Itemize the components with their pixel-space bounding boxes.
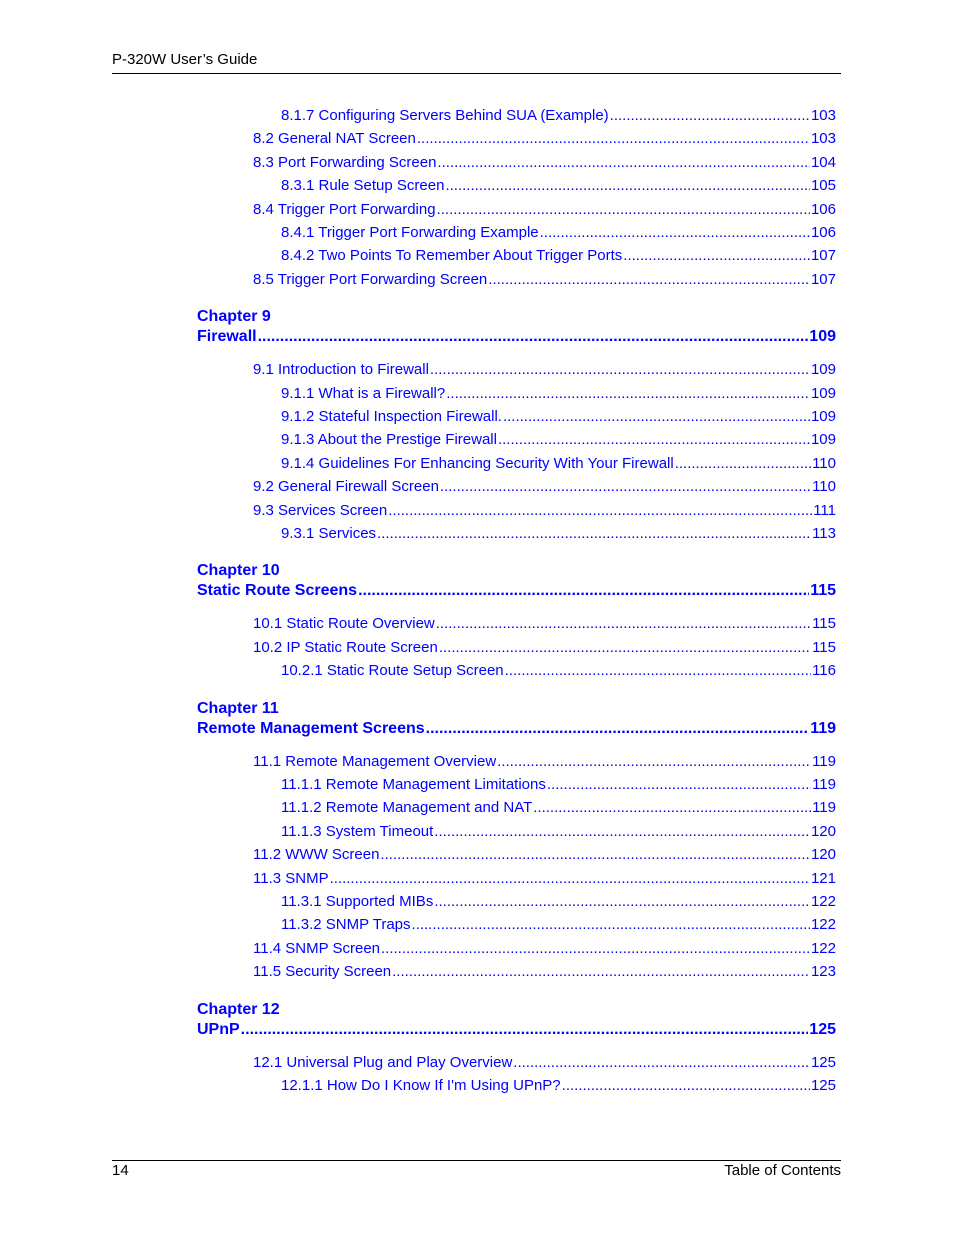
toc-entry-title: 9.1.1 What is a Firewall? [281,384,446,402]
dot-leader [547,776,811,794]
footer-page-number: 14 [112,1162,129,1179]
dot-leader [675,455,811,473]
dot-leader [446,385,810,403]
dot-leader [388,502,812,520]
toc-chapter-title: Remote Management Screens [197,719,425,737]
dot-leader [437,201,810,219]
toc-entry-link[interactable] [253,478,836,496]
dot-leader [497,753,811,771]
toc-entry-link[interactable] [253,753,836,771]
dot-leader [610,107,810,125]
toc-entry-link[interactable] [253,615,836,633]
toc-page-number: 121 [810,869,836,887]
toc-chapter-link[interactable] [197,327,836,346]
toc-page-number: 107 [810,270,836,288]
toc-page-number: 120 [810,846,836,864]
toc-entry-title: 11.4 SNMP Screen [253,939,381,957]
dot-leader [434,823,810,841]
toc-page-number: 122 [810,916,836,934]
toc-page-number: 109 [810,408,836,425]
toc-entry-link[interactable] [253,271,836,289]
toc-page-number: 109 [810,384,836,402]
chapter-label: Chapter 10 [197,562,280,580]
toc-page-number: 122 [810,893,836,910]
toc-page-number: 116 [812,662,836,680]
dot-leader [358,581,809,600]
toc-entry-link[interactable] [281,224,836,242]
toc-page-number: 109 [810,431,836,449]
toc-entry-title: 8.5 Trigger Port Forwarding Screen [253,270,488,288]
toc-entry-link[interactable] [281,916,836,934]
toc-page-number: 106 [810,224,836,241]
toc-chapter-title: Static Route Screens [197,582,358,600]
toc-entry-title: 9.1 Introduction to Firewall [253,361,429,379]
toc-entry-link[interactable] [281,893,836,911]
toc-page-number: 106 [810,200,836,218]
toc-page-number: 107 [810,247,836,265]
dot-leader [412,916,810,934]
toc-entry-link[interactable] [253,639,836,657]
toc-page-number: 125 [810,1053,836,1071]
toc-chapter-link[interactable] [197,719,836,738]
toc-page-number: 103 [810,130,836,148]
toc-page-number: 111 [813,501,836,519]
dot-leader [430,361,810,379]
dot-leader [623,247,810,265]
toc-entry-link[interactable] [281,823,836,841]
toc-entry-title: 8.2 General NAT Screen [253,130,416,148]
toc-entry-title: 11.3.2 SNMP Traps [281,916,411,934]
toc-entry-title: 12.1 Universal Plug and Play Overview [253,1053,513,1071]
toc-chapter-title: UPnP [197,1020,240,1038]
toc-page-number: 119 [810,719,836,737]
toc-entry-link[interactable] [281,247,836,265]
toc-entry-link[interactable] [281,431,836,449]
page-header-title: P-320W User’s Guide [112,51,258,68]
toc-page-number: 125 [810,1077,836,1094]
toc-page-number: 122 [810,939,836,957]
toc-page-number: 119 [812,776,836,793]
dot-leader [436,615,811,633]
toc-entry-title: 8.4.2 Two Points To Remember About Trigger Ports [281,247,623,265]
toc-entry-link[interactable] [281,662,836,680]
chapter-label: Chapter 11 [197,699,279,717]
dot-leader [533,799,811,817]
dot-leader [377,525,811,543]
toc-page-number: 105 [810,177,836,195]
toc-entry-link[interactable] [281,799,836,817]
toc-entry-link[interactable] [253,870,836,888]
toc-entry-link[interactable] [253,846,836,864]
chapter-label: Chapter 12 [197,1000,280,1018]
toc-entry-title: 8.4 Trigger Port Forwarding [253,200,436,218]
toc-page-number: 110 [812,478,836,496]
toc-entry-title: 10.2 IP Static Route Screen [253,638,438,656]
toc-entry-title: 11.1 Remote Management Overview [253,752,497,770]
dot-leader [498,431,810,449]
toc-page-number: 115 [810,582,836,600]
dot-leader [440,478,811,496]
toc-page-number: 115 [812,615,836,633]
dot-leader [330,870,810,888]
toc-page-number: 103 [810,107,836,124]
toc-entry-title: 9.1.2 Stateful Inspection Firewall. [281,408,502,425]
toc-page-number: 115 [812,638,836,656]
toc-chapter-title: Firewall [197,328,257,346]
footer-section-title: Table of Contents [724,1162,841,1179]
toc-entry-link[interactable] [281,408,836,426]
toc-entry-title: 8.3 Port Forwarding Screen [253,153,437,171]
dot-leader [439,639,811,657]
dot-leader [426,719,810,738]
toc-entry-link[interactable] [253,361,836,379]
toc-entry-title: 12.1.1 How Do I Know If I'm Using UPnP? [281,1077,561,1094]
toc-entry-link[interactable] [253,502,836,520]
dot-leader [562,1077,810,1095]
toc-entry-link[interactable] [281,1077,836,1095]
toc-entry-link[interactable] [281,525,836,543]
toc-entry-link[interactable] [281,107,836,125]
toc-entry-title: 8.3.1 Rule Setup Screen [281,177,445,195]
dot-leader [417,130,810,148]
toc-entry-title: 11.1.1 Remote Management Limitations [281,776,546,793]
toc-entry-title: 11.1.3 System Timeout [281,822,434,840]
toc-page-number: 120 [810,822,836,840]
toc-entry-link[interactable] [253,154,836,172]
dot-leader [540,224,810,242]
toc-entry-link[interactable] [281,776,836,794]
toc-page-number: 109 [809,328,836,346]
dot-leader [488,271,810,289]
dot-leader [505,662,811,680]
toc-entry-link[interactable] [281,385,836,403]
dot-leader [445,177,810,195]
toc-page-number: 125 [809,1020,836,1038]
toc-page-number: 113 [812,525,836,542]
dot-leader [434,893,810,911]
toc-page-number: 119 [812,799,836,817]
toc-entry-title: 10.1 Static Route Overview [253,615,435,633]
toc-entry-link[interactable] [281,455,836,473]
toc-page-number: 119 [812,752,836,770]
toc-entry-link[interactable] [253,963,836,981]
toc-entry-title: 11.1.2 Remote Management and NAT [281,799,533,817]
dot-leader [392,963,810,981]
dot-leader [258,327,809,346]
toc-entry-title: 9.3.1 Services [281,525,377,542]
dot-leader [513,1054,810,1072]
toc-entry-link[interactable] [253,201,836,219]
toc-entry-title: 11.5 Security Screen [253,963,392,981]
chapter-label: Chapter 9 [197,308,271,326]
toc-entry-title: 9.2 General Firewall Screen [253,478,439,496]
dot-leader [380,846,810,864]
footer-rule [112,1160,841,1161]
dot-leader [241,1020,809,1039]
toc-entry-title: 8.1.7 Configuring Servers Behind SUA (Example) [281,107,609,124]
toc-chapter-link[interactable] [197,1020,836,1039]
toc-entry-title: 9.1.4 Guidelines For Enhancing Security With Your Firewall [281,454,674,472]
toc-entry-title: 11.3 SNMP [253,869,329,887]
toc-entry-title: 9.1.3 About the Prestige Firewall [281,431,497,449]
toc-entry-link[interactable] [253,1054,836,1072]
toc-entry-title: 8.4.1 Trigger Port Forwarding Example [281,224,539,241]
toc-page-number: 123 [810,963,836,981]
toc-entry-title: 11.2 WWW Screen [253,846,380,864]
dot-leader [437,154,810,172]
toc-entry-link[interactable] [253,940,836,958]
toc-entry-title: 9.3 Services Screen [253,501,388,519]
toc-chapter-link[interactable] [197,581,836,600]
toc-entry-link[interactable] [253,130,836,148]
dot-leader [503,408,810,426]
toc-page-number: 110 [812,454,836,472]
toc-page-number: 104 [810,153,836,171]
toc-entry-link[interactable] [281,177,836,195]
toc-entry-title: 11.3.1 Supported MIBs [281,893,434,910]
toc-page-number: 109 [810,361,836,379]
toc-entry-title: 10.2.1 Static Route Setup Screen [281,662,504,680]
dot-leader [381,940,810,958]
